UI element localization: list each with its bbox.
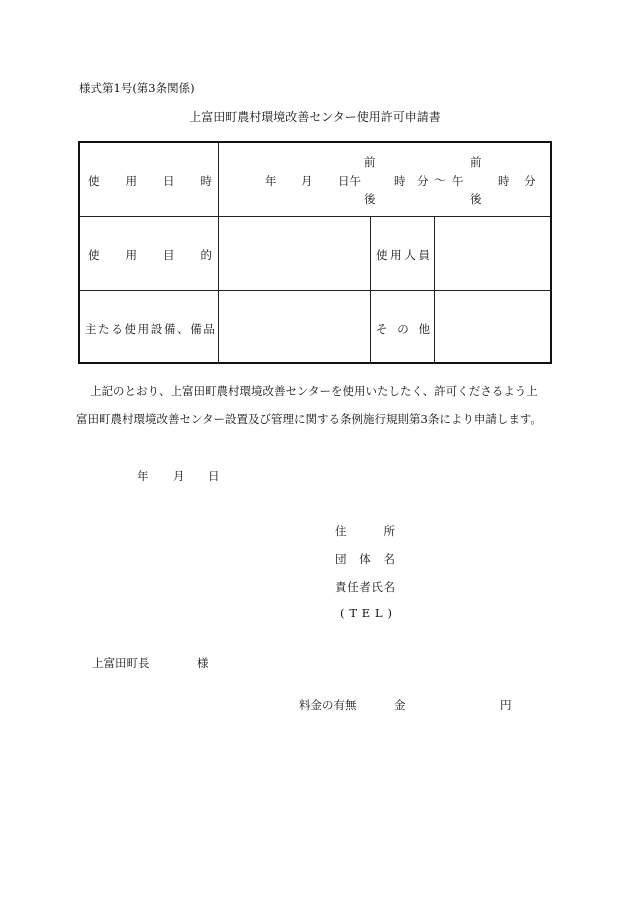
day-ampm-label: 日午 [338,174,361,188]
pm-marker-1: 後 [364,192,376,206]
label-char: T [349,606,357,620]
addressee-honorific: 様 [197,656,209,670]
form-title: 上富田町農村環境改善センター使用許可申請書 [189,110,441,124]
label-char: 備 [190,322,202,336]
label-char: 員 [418,248,430,262]
label-char: 使 [88,174,100,188]
label-char: 主 [85,322,97,336]
number-of-users-label [376,247,430,263]
number-of-users-field[interactable] [436,218,549,289]
table-vline-mid [370,216,371,362]
label-char: 用 [137,322,150,336]
label-char: 備 [163,322,176,336]
equipment-field[interactable] [220,292,369,361]
label-char: の [397,322,409,336]
label-char: 用 [390,248,402,262]
label-char: 任 [347,580,359,594]
label-char: 用 [125,174,137,188]
other-field[interactable] [436,292,549,361]
year-label: 年 [265,174,277,188]
ampm-label-2: 午 [452,174,464,188]
label-char: 設 [150,322,163,336]
usage-purpose-field[interactable] [220,218,369,289]
usage-datetime-label [88,173,212,189]
label-char: 使 [88,248,100,262]
group-name-label [335,551,395,567]
hour-label-2: 時 [498,174,510,188]
label-char: 責 [335,580,347,594]
responsible-person-label [335,579,395,595]
label-char: 名 [383,552,395,566]
label-char: 名 [383,580,395,594]
label-char: 人 [404,248,416,262]
label-char: た [98,322,110,336]
label-char: E [361,606,371,620]
tel-label [340,606,392,620]
addressee-name: 上富田町長 [92,656,150,670]
label-char: 品 [203,322,215,336]
label-char: る [111,322,123,336]
request-text-line-2: 富田町農村環境改善センター設置及び管理に関する条例施行規則第3条により申請します。 [76,412,542,426]
other-label [376,321,430,337]
label-char: 使 [124,322,136,336]
minute-label-1: 分 [417,174,429,188]
date-month-label: 月 [173,469,185,483]
label-char: 住 [335,524,347,538]
fee-amount-label: 金 [394,698,406,712]
am-marker-1: 前 [364,155,376,169]
label-char: 時 [200,174,212,188]
label-char: 他 [418,322,430,336]
label-char: 者 [359,580,371,594]
am-marker-2: 前 [470,155,482,169]
label-char: 使 [376,248,388,262]
month-label: 月 [301,174,313,188]
fee-label: 料金の有無 [299,698,357,712]
label-char: 日 [163,174,175,188]
table-vline-label [218,143,219,362]
address-label [335,523,395,539]
label-char: 所 [383,524,395,538]
minute-label-2: 分 [524,174,536,188]
label-char: 氏 [371,580,383,594]
date-year-label: 年 [137,469,149,483]
table-hline-1 [80,216,550,217]
date-day-label: 日 [208,469,220,483]
label-char: 団 [335,552,347,566]
label-char: 、 [177,322,189,336]
application-table [78,141,552,364]
label-char: 用 [125,248,137,262]
label-char: 体 [359,552,371,566]
label-char: ) [387,606,392,620]
label-char: 的 [200,248,212,262]
hour-label-1: 時 [394,174,406,188]
usage-purpose-label [88,247,212,263]
tilde-separator: ～ [434,173,446,187]
label-char: 目 [163,248,175,262]
pm-marker-2: 後 [470,192,482,206]
label-char: そ [376,322,388,336]
form-number: 様式第1号(第3条関係) [79,81,195,95]
table-hline-2 [80,290,550,291]
label-char: L [375,606,383,620]
label-char: ( [340,606,345,620]
request-text-line-1: 上記のとおり、上富田町農村環境改善センターを使用いたしたく、許可くださるよう上 [90,384,538,398]
table-vline-sub [434,216,435,362]
fee-currency-label: 円 [500,698,512,712]
equipment-label [85,321,215,337]
